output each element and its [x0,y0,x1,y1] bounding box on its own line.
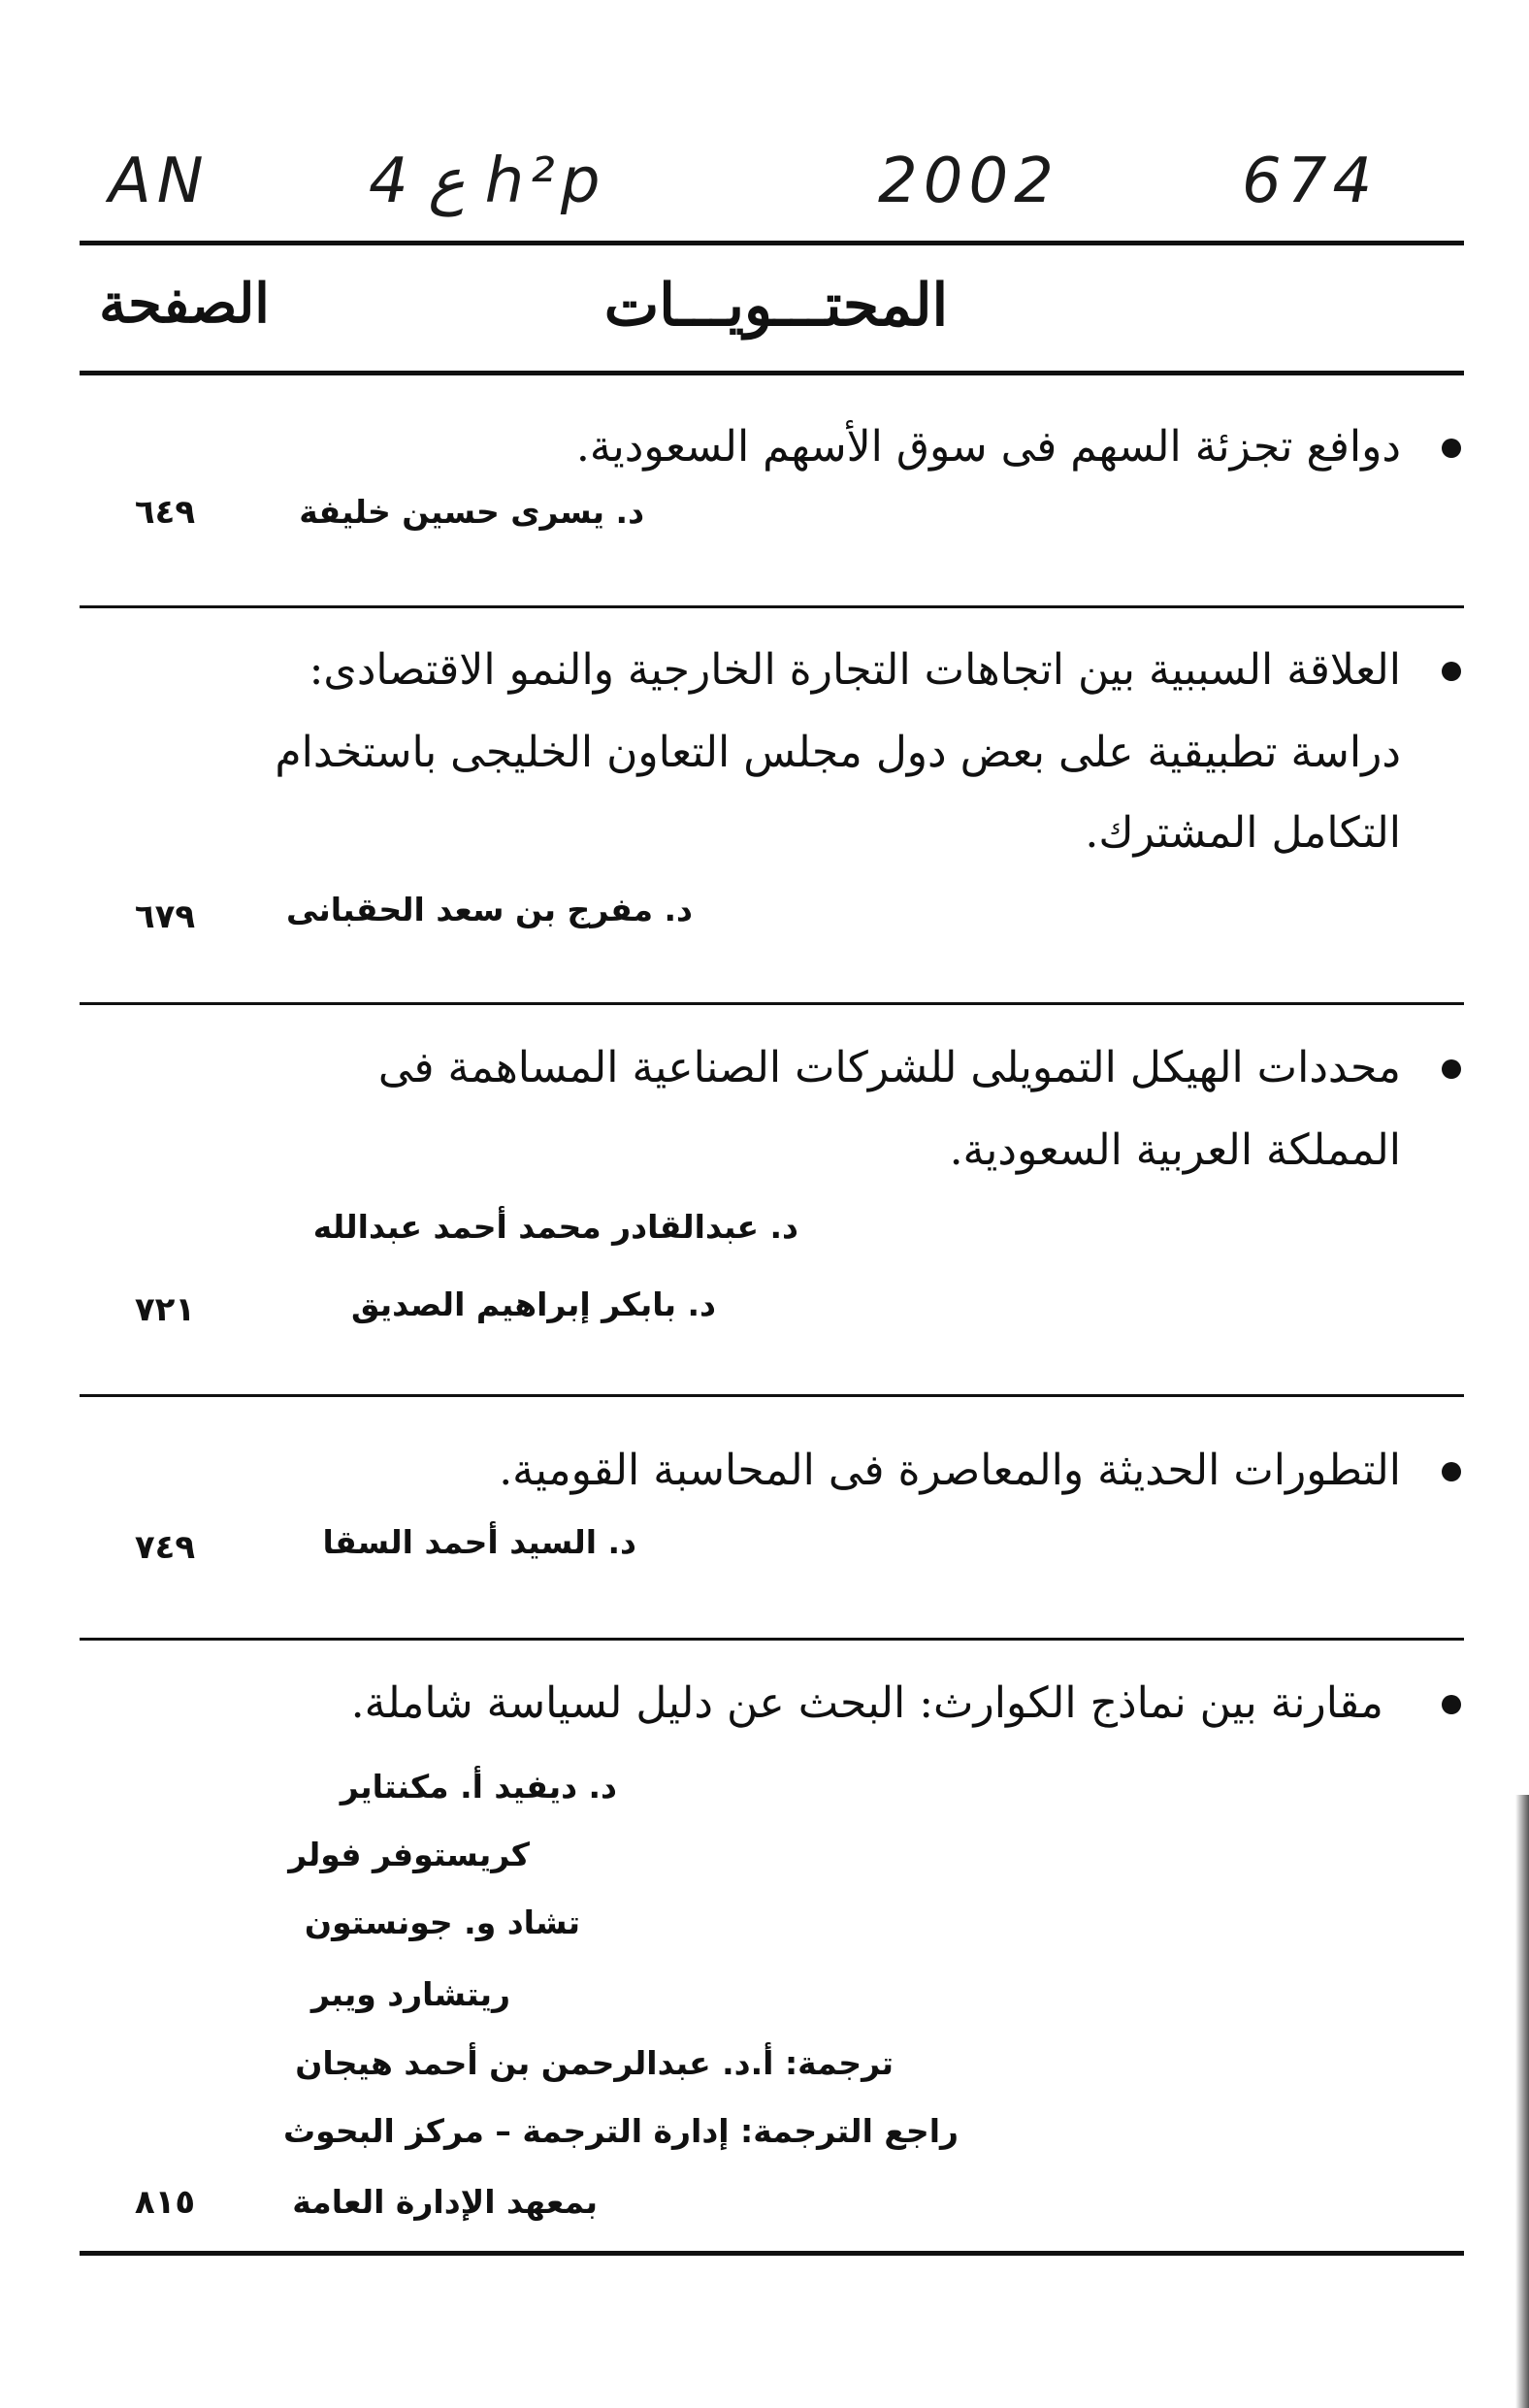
header-top-rule [80,241,1464,245]
bottom-rule [80,2251,1464,2256]
handwritten-note-3: 2002 [878,146,1059,217]
entry-author: د. عبدالقادر محمد أحمد عبدالله [312,1208,798,1246]
entry-title: مقارنة بين نماذج الكوارث: البحث عن دليل لسياسة شاملة. [350,1678,1383,1728]
page-column-label: الصفحة [99,272,270,336]
entry-bullet [1442,1059,1461,1079]
entry-author: تشاد و. جونستون [304,1904,580,1941]
entry-page-number: ٦٧٩ [134,897,196,936]
translation-reviewer: راجع الترجمة: إدارة الترجمة – مركز البحوث [282,2112,959,2150]
entry-author: د. السيد أحمد السقا [322,1523,636,1561]
entry-page-number: ٧٤٩ [134,1528,196,1567]
entry-divider [80,605,1464,608]
entry-author: كريستوفر فولر [288,1836,530,1873]
entry-bullet [1442,1695,1461,1714]
entry-bullet [1442,1462,1461,1481]
entry-title: المملكة العربية السعودية. [949,1125,1401,1175]
entry-author: ريتشارد ويبر [310,1975,510,2013]
entry-title: دراسة تطبيقية على بعض دول مجلس التعاون الخليجى باستخدام [275,728,1401,777]
entry-title: التطورات الحديثة والمعاصرة فى المحاسبة القومية. [499,1446,1401,1495]
entry-author: د. يسرى حسين خليفة [299,493,644,531]
entry-author: د. بابكر إبراهيم الصديق [350,1285,716,1323]
contents-title: المحتـــويـــات [603,272,949,340]
entry-author: د. مفرج بن سعد الحقبانى [285,891,693,928]
translator: ترجمة: أ.د. عبدالرحمن بن أحمد هيجان [295,2044,894,2082]
entry-divider [80,1002,1464,1005]
entry-divider [80,1638,1464,1641]
entry-title: محددات الهيكل التمويلى للشركات الصناعية المساهمة فى [377,1043,1401,1092]
entry-bullet [1442,662,1461,681]
entry-divider [80,1394,1464,1397]
entry-page-number: ٨١٥ [134,2183,196,2222]
header-bottom-rule [80,371,1464,375]
handwritten-note-1: AN [109,146,210,217]
entry-page-number: ٧٢١ [134,1290,196,1329]
handwritten-note-2: 4 ع h²p [369,146,606,217]
entry-title: دوافع تجزئة السهم فى سوق الأسهم السعودية. [575,422,1401,472]
entry-author: د. ديفيد أ. مكنتاير [340,1768,617,1806]
entry-page-number: ٦٤٩ [134,493,196,532]
translation-reviewer-institute: بمعهد الإدارة العامة [292,2183,598,2221]
entry-title: التكامل المشترك. [1085,808,1401,858]
scan-edge-shadow [1515,1795,1529,2408]
handwritten-note-4: 674 [1242,146,1379,217]
entry-title: العلاقة السببية بين اتجاهات التجارة الخارجية والنمو الاقتصادى: [309,645,1401,695]
entry-bullet [1442,439,1461,458]
